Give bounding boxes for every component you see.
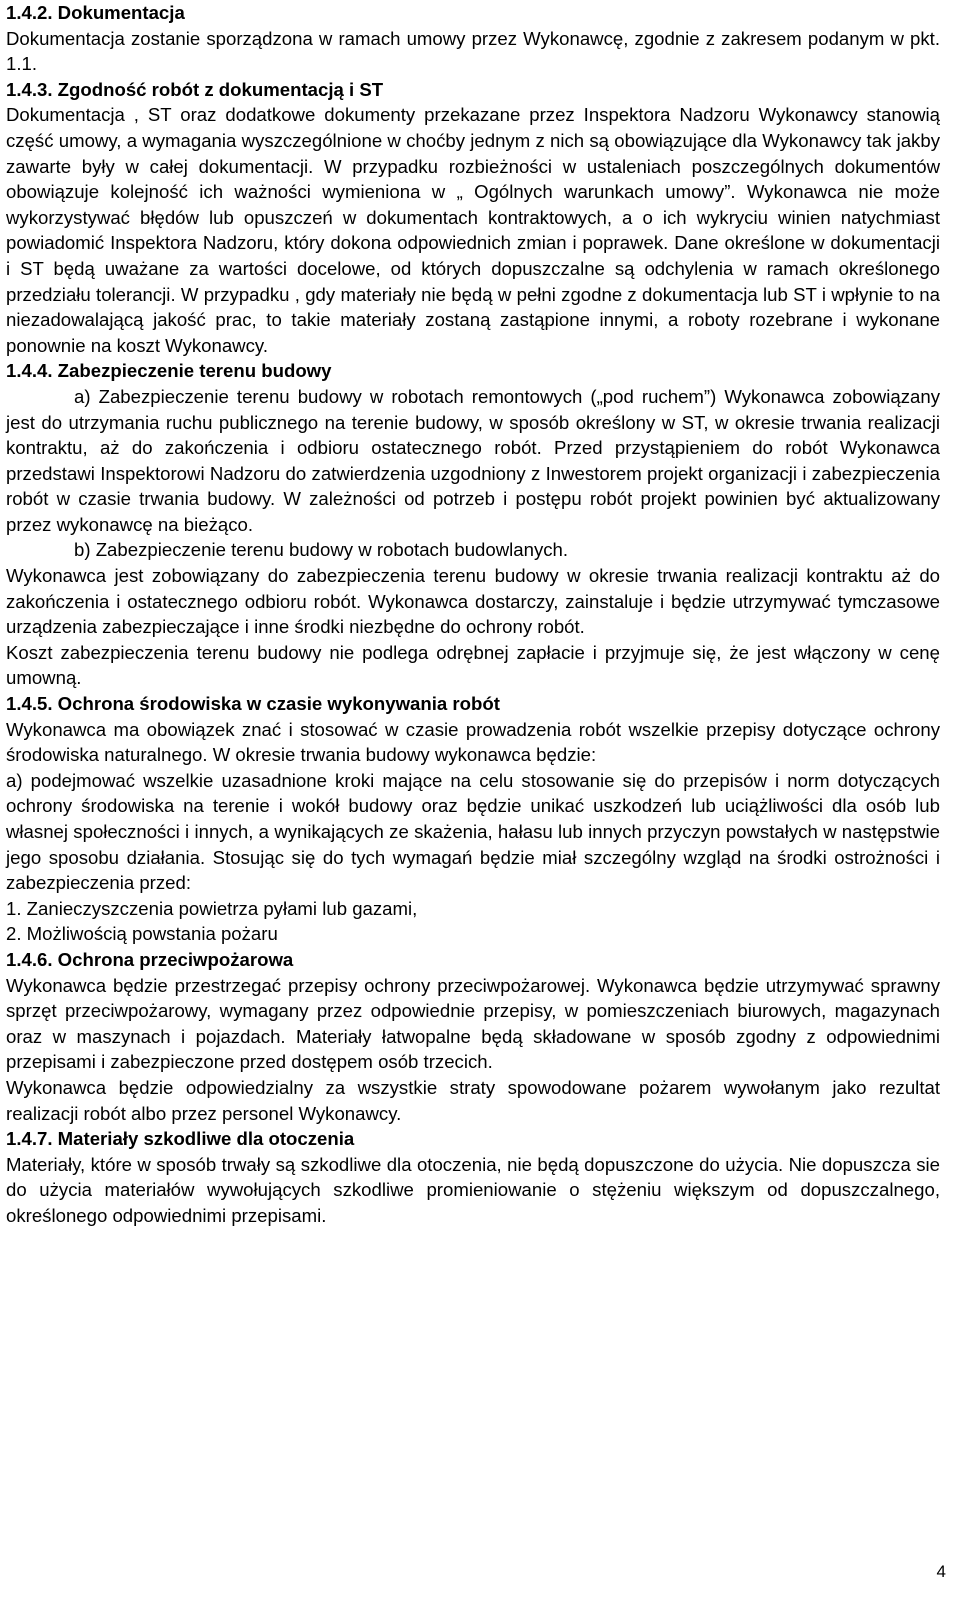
paragraph-materialy-szkodliwe: Materiały, które w sposób trwały są szkodliwe dla otoczenia, nie będą dopuszczone do użycia. Nie dopuszcza sie do użycia materiałów wywołujących szkodliwe promieniowanie o stężeniu większym od dopuszczalnego, określonego odpowiednimi przepisami. (6, 1153, 940, 1226)
paragraph-ochrona-srodowiska: Wykonawca ma obowiązek znać i stosować w czasie prowadzenia robót wszelkie przepisy dotyczące ochrony środowiska naturalnego. W okresie trwania budowy wykonawca będzie: (6, 718, 940, 766)
paragraph-ochrona-ppoz: Wykonawca będzie przestrzegać przepisy ochrony przeciwpożarowej. Wykonawca będzie utrzymywać sprawny sprzęt przeciwpożarowy, wymagany przez odpowiednie przepisy, w pomieszczeniach biurowych, magazynach oraz w maszynach i pojazdach. Materiały łatwopalne będą składowane w sposób zgodny z odpowiednimi przepisami i zabezpieczone przed dostępem osób trzecich. (6, 974, 940, 1073)
paragraph-dokumentacja: Dokumentacja zostanie sporządzona w ramach umowy przez Wykonawcę, zgodnie z zakresem podanym w pkt. 1.1. (6, 27, 940, 75)
section-heading-1-4-6: 1.4.6. Ochrona przeciwpożarowa (6, 948, 294, 970)
section-heading-1-4-3: 1.4.3. Zgodność robót z dokumentacją i ST (6, 78, 384, 100)
paragraph-ochrona-srodowiska-a: a) podejmować wszelkie uzasadnione kroki mające na celu stosowanie się do przepisów i norm dotyczących ochrony środowiska na terenie i wokół budowy oraz będzie unikać uszkodzeń lub uciążliwości dla osób lub własnej społeczności i innych, a wynikających ze skażenia, hałasu lub innych przyczyn powstałych w następstwie jego sposobu działania. Stosując się do tych wymagań będzie miał szczególny wzgląd na środki ostrożności i zabezpieczenia przed: (6, 769, 940, 894)
section-heading-1-4-4: 1.4.4. Zabezpieczenie terenu budowy (6, 360, 332, 382)
list-item-1: 1. Zanieczyszczenia powietrza pyłami lub gazami, (6, 897, 418, 919)
paragraph-zabezpieczenie-b: b) Zabezpieczenie terenu budowy w robotach budowlanych. (74, 539, 569, 561)
list-item-2: 2. Możliwością powstania pożaru (6, 923, 278, 945)
paragraph-zabezpieczenie-obowiazek: Wykonawca jest zobowiązany do zabezpieczenia terenu budowy w okresie trwania realizacji kontraktu aż do zakończenia i ostatecznego odbioru robót. Wykonawca dostarczy, zainstaluje i będzie utrzymywać tymczasowe urządzenia zabezpieczające i inne środki niezbędne do ochrony robót. (6, 565, 940, 638)
paragraph-ochrona-ppoz-straty: Wykonawca będzie odpowiedzialny za wszystkie straty spowodowane pożarem wywołanym jako rezultat realizacji robót albo przez personel Wykonawcy. (6, 1076, 940, 1124)
section-heading-1-4-2: 1.4.2. Dokumentacja (6, 2, 185, 23)
paragraph-zabezpieczenie-koszt: Koszt zabezpieczenia terenu budowy nie podlega odrębnej zapłacie i przyjmuje się, że jest włączony w cenę umowną. (6, 641, 940, 689)
paragraph-zabezpieczenie-a: a) Zabezpieczenie terenu budowy w robotach remontowych („pod ruchem”) Wykonawca zobowiązany jest do utrzymania ruchu publicznego na terenie budowy, w sposób określony w ST, w okresie trwania realizacji kontraktu, aż do zakończenia i odbioru ostatecznego robót. Przed przystąpieniem do robót Wykonawca przedstawi Inspektorowi Nadzoru do zatwierdzenia uzgodniony z Inwestorem projekt organizacji i zabezpieczenia robót w czasie trwania budowy. W zależności od potrzeb i postępu robót projekt powinien być aktualizowany przez wykonawcę na bieżąco. (6, 385, 940, 535)
section-heading-1-4-5: 1.4.5. Ochrona środowiska w czasie wykonywania robót (6, 693, 500, 715)
paragraph-zgodnosc: Dokumentacja , ST oraz dodatkowe dokumenty przekazane przez Inspektora Nadzoru Wykonawcy stanowią część umowy, a wymagania wyszczególnione w choćby jednym z nich są obowiązujące dla Wykonawcy tak jakby zawarte były w całej dokumentacji. W przypadku rozbieżności w ustaleniach poszczególnych dokumentów obowiązuje kolejność ich ważności wymieniona w „ Ogólnych warunkach umowy”. Wykonawca nie może wykorzystywać błędów lub opuszczeń w dokumentach kontraktowych, a o ich wykryciu winien natychmiast powiadomić Inspektora Nadzoru, który dokona odpowiednich zmian i poprawek. Dane określone w dokumentacji i ST będą uważane za wartości docelowe, od których dopuszczalne są odchylenia w ramach określonego przedziału tolerancji. W przypadku , gdy materiały nie będą w pełni zgodne z dokumentacja lub ST i wpłynie to na niezadowalającą jakość prac, to takie materiały zostaną zastąpione innymi, a roboty rozebrane i wykonane ponownie na koszt Wykonawcy. (6, 104, 940, 356)
document-page (6, 0, 940, 1229)
page-number: 4 (936, 1562, 946, 1581)
section-heading-1-4-7: 1.4.7. Materiały szkodliwe dla otoczenia (6, 1128, 355, 1150)
